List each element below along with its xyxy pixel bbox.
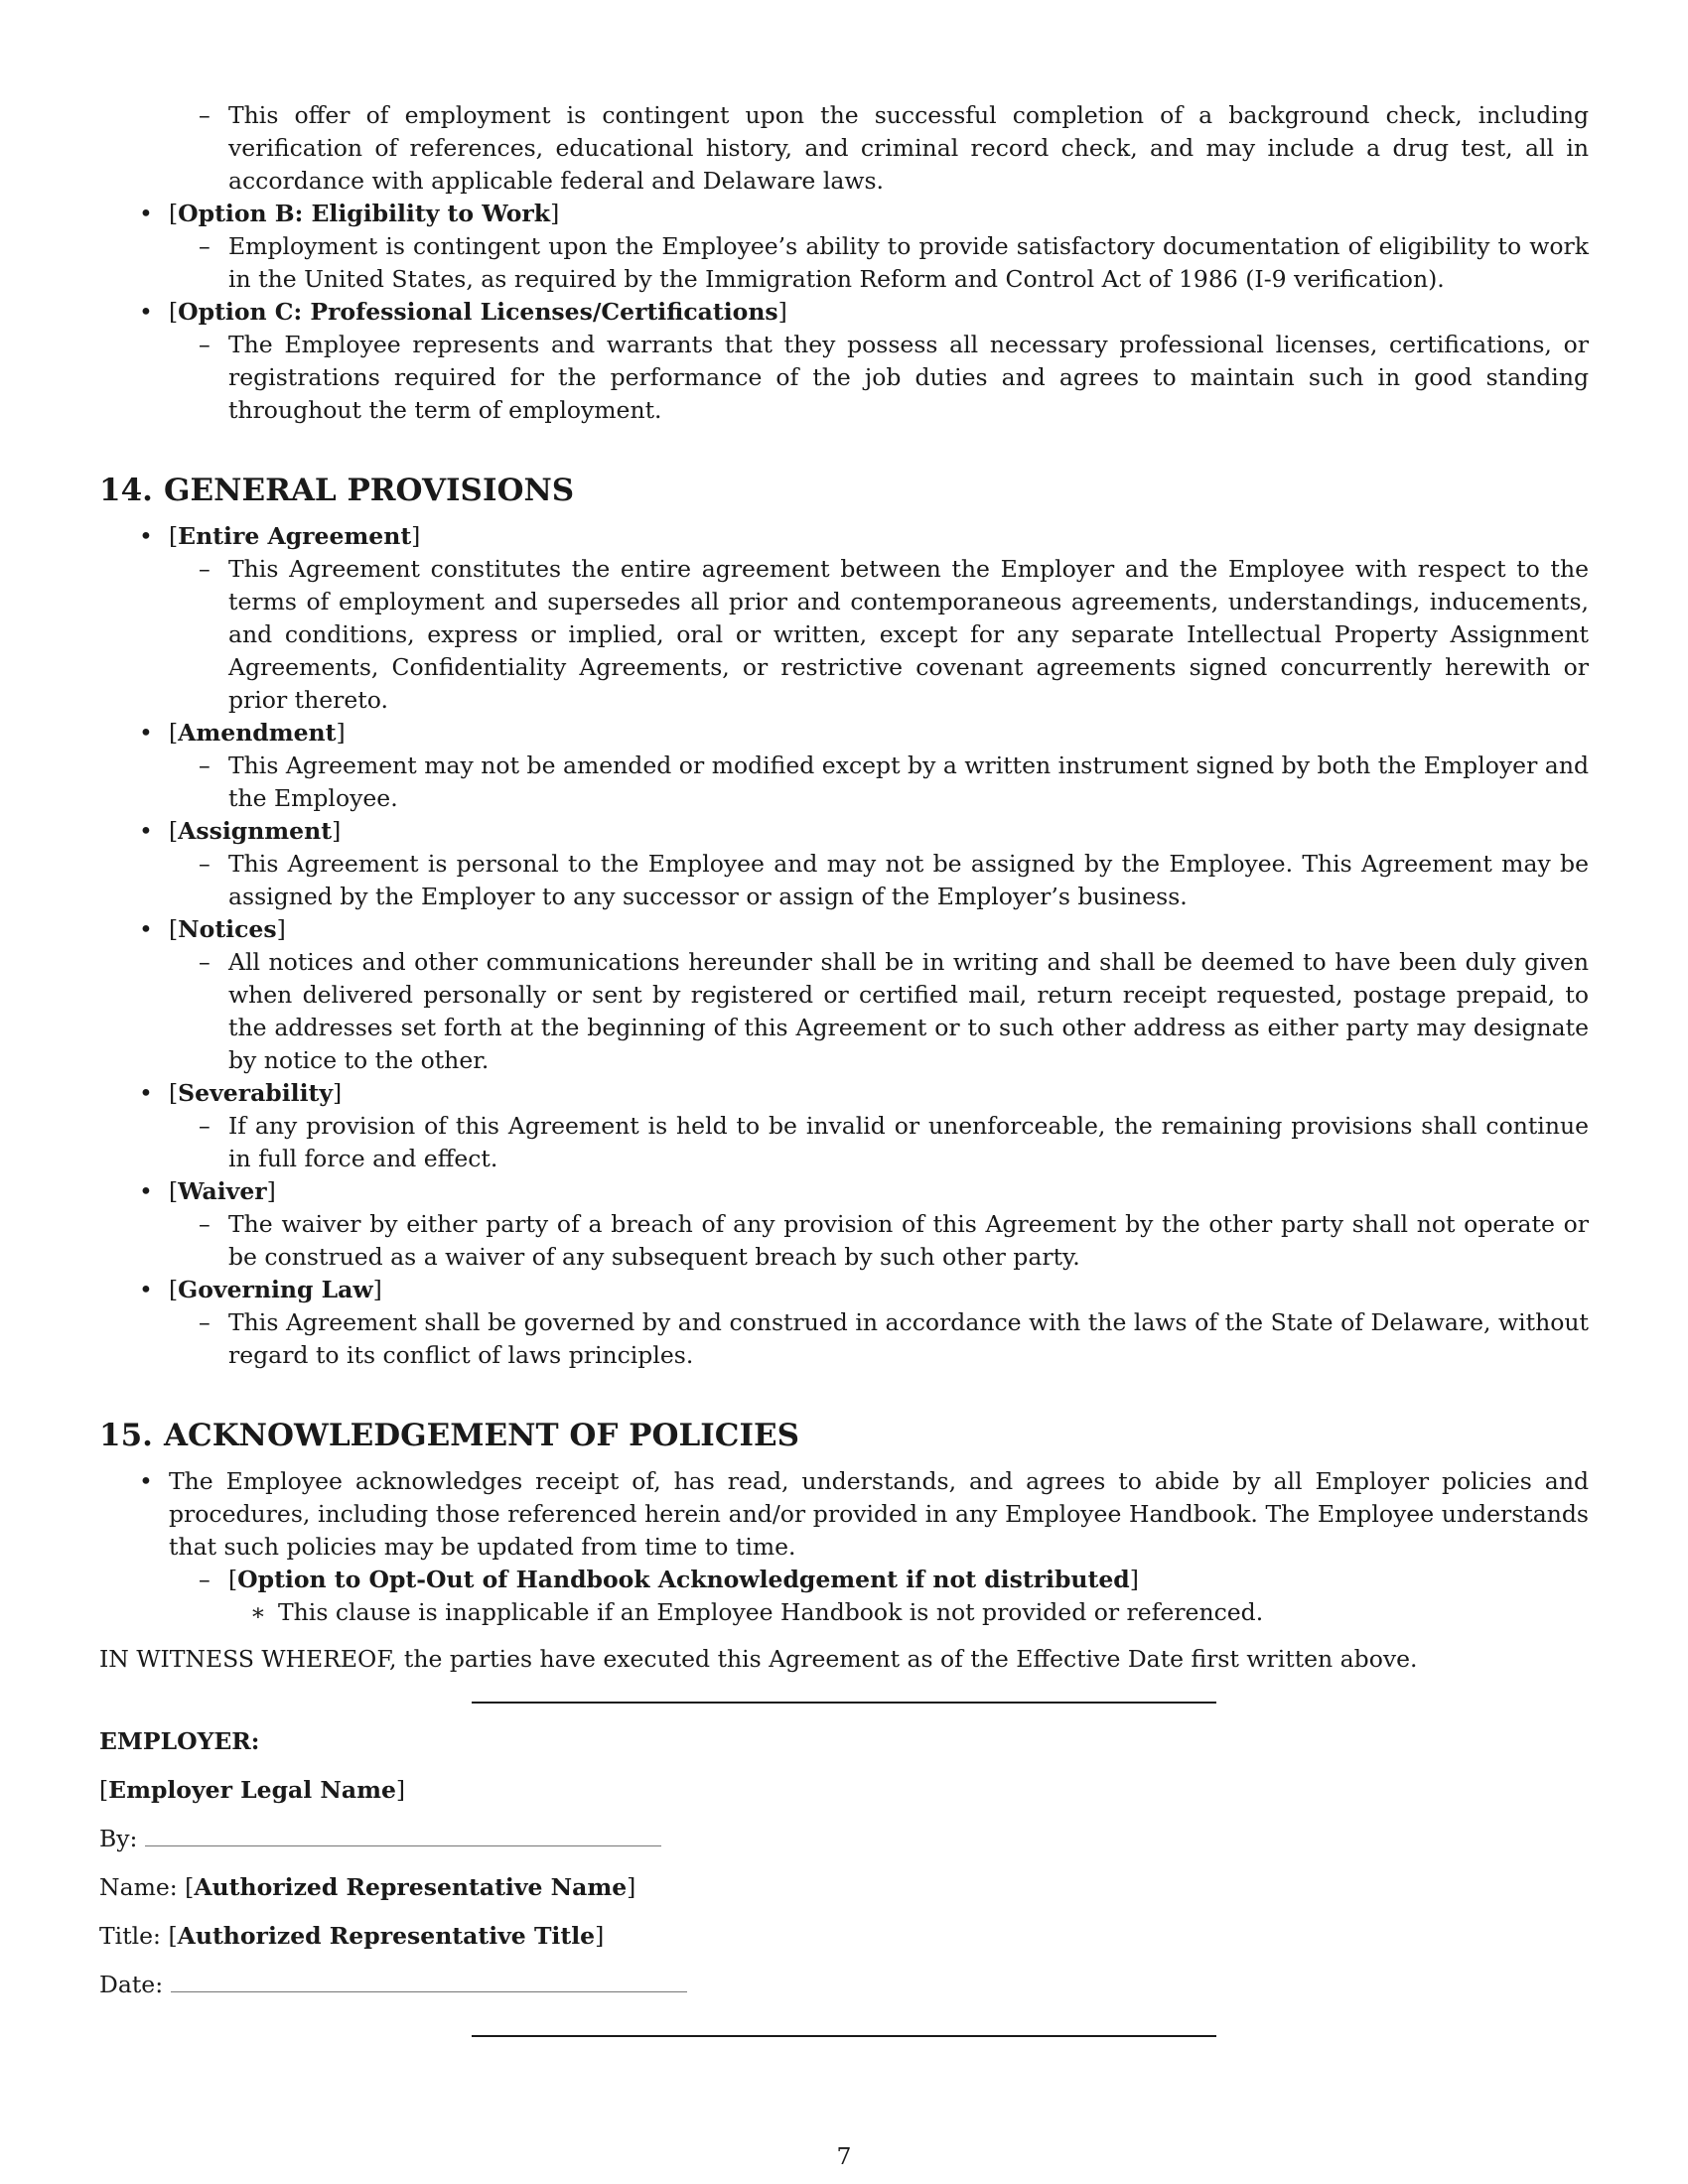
bullet-marker: • bbox=[139, 1177, 153, 1205]
handbook-option-item: – [Option to Opt-Out of Handbook Acknowledgement if not distributed] bbox=[99, 1564, 1589, 1596]
provision-clause bbox=[99, 1110, 1589, 1175]
option-c-clause bbox=[99, 329, 1589, 427]
bullet-marker: • bbox=[139, 200, 153, 227]
provision-label: Waiver bbox=[178, 1177, 267, 1205]
bullet-marker: • bbox=[139, 1467, 153, 1495]
dash-marker: – bbox=[199, 948, 211, 976]
dash-marker: – bbox=[199, 850, 211, 878]
dash-marker: – bbox=[199, 1112, 211, 1140]
provision-assignment: • [Assignment] bbox=[99, 815, 1589, 848]
bullet-marker: • bbox=[139, 719, 153, 747]
bullet-marker: • bbox=[139, 298, 153, 326]
employer-legal-name: Employer Legal Name bbox=[108, 1776, 396, 1804]
page-number: 7 bbox=[836, 2142, 852, 2170]
signature-divider-bottom bbox=[472, 2035, 1216, 2037]
name-value: Authorized Representative Name bbox=[194, 1873, 628, 1901]
witness-statement: IN WITNESS WHEREOF, the parties have executed this Agreement as of the Effective Date first written above. bbox=[99, 1645, 1418, 1673]
name-line: Name: [Authorized Representative Name] bbox=[99, 1873, 636, 1901]
provision-text: This Agreement shall be governed by and construed in accordance with the laws of the State of Delaware, without regard to its conflict of laws principles. bbox=[228, 1308, 1589, 1369]
dash-marker: – bbox=[199, 101, 211, 129]
provision-clause bbox=[99, 750, 1589, 815]
employer-heading bbox=[99, 1725, 1589, 1758]
bullet-marker: • bbox=[139, 1276, 153, 1303]
option-b-item: • [Option B: Eligibility to Work] bbox=[99, 198, 1589, 230]
provision-label: Amendment bbox=[178, 719, 337, 747]
provision-governing-law: • [Governing Law] bbox=[99, 1274, 1589, 1306]
provision-text: This Agreement constitutes the entire agreement between the Employer and the Employee with respect to the terms of employment and supersedes all prior and contemporaneous agreements, understandings, inducements, and conditions, express or implied, oral or written, except for any separate Intellectual Property Assignment Agreements, Confidentiality Agreements, or restrictive covenant agreements signed concurrently herewith or prior thereto. bbox=[228, 555, 1589, 714]
dash-marker: – bbox=[199, 331, 211, 358]
option-c-text: The Employee represents and warrants that they possess all necessary professional licenses, certifications, or registrations required for the performance of the job duties and agrees to maintain such in good standing throughout the term of employment. bbox=[228, 331, 1589, 424]
option-c-label: Option C: Professional Licenses/Certifications bbox=[178, 298, 778, 326]
bullet-marker: • bbox=[139, 817, 153, 845]
date-line bbox=[99, 1969, 1589, 2001]
option-c-item: • [Option C: Professional Licenses/Certifications] bbox=[99, 296, 1589, 329]
provision-amendment: • [Amendment] bbox=[99, 717, 1589, 750]
background-check-clause bbox=[99, 99, 1589, 198]
by-signature-blank[interactable] bbox=[145, 1824, 661, 1846]
section-15-heading bbox=[99, 1416, 1589, 1455]
background-check-text: This offer of employment is contingent upon the successful completion of a background check, including verification of references, educational history, and criminal record check, and may include a drug test, all in accordance with applicable federal and Delaware laws. bbox=[228, 101, 1589, 195]
document-page bbox=[99, 99, 1589, 2037]
section-15-title: ACKNOWLEDGEMENT OF POLICIES bbox=[164, 1418, 799, 1453]
asterisk-marker: ∗ bbox=[250, 1598, 266, 1626]
handbook-option-note-item bbox=[99, 1596, 1589, 1629]
dash-marker: – bbox=[199, 1308, 211, 1336]
provision-notices: • [Notices] bbox=[99, 913, 1589, 946]
title-line: Title: [Authorized Representative Title] bbox=[99, 1922, 605, 1950]
title-value: Authorized Representative Title bbox=[177, 1922, 596, 1950]
section-14-heading bbox=[99, 471, 1589, 510]
section-14-number: 14. bbox=[99, 473, 153, 508]
name-label: Name: bbox=[99, 1873, 178, 1901]
by-label: By: bbox=[99, 1825, 138, 1852]
date-blank[interactable] bbox=[171, 1970, 687, 1992]
acknowledgement-text: The Employee acknowledges receipt of, has read, understands, and agrees to abide by all Employer policies and procedures, including those referenced herein and/or provided in any Employee Handbook. The Employee understands that such policies may be updated from time to time. bbox=[169, 1467, 1589, 1561]
provision-text: This Agreement may not be amended or modified except by a written instrument signed by both the Employer and the Employee. bbox=[228, 751, 1589, 812]
dash-marker: – bbox=[199, 1210, 211, 1238]
provision-label: Assignment bbox=[178, 817, 333, 845]
provision-text: All notices and other communications hereunder shall be in writing and shall be deemed to have been duly given when delivered personally or sent by registered or certified mail, return receipt requested, postage prepaid, to the addresses set forth at the beginning of this Agreement or to such other address as either party may designate by notice to the other. bbox=[228, 948, 1589, 1074]
provision-clause bbox=[99, 553, 1589, 717]
provision-text: The waiver by either party of a breach of any provision of this Agreement by the other party shall not operate or be construed as a waiver of any subsequent breach by such other party. bbox=[228, 1210, 1589, 1271]
section-14-title: GENERAL PROVISIONS bbox=[164, 473, 575, 508]
provision-severability: • [Severability] bbox=[99, 1077, 1589, 1110]
provision-text: If any provision of this Agreement is held to be invalid or unenforceable, the remaining provisions shall continue in full force and effect. bbox=[228, 1112, 1589, 1172]
date-label: Date: bbox=[99, 1971, 164, 1998]
provision-clause bbox=[99, 946, 1589, 1077]
provision-text: This Agreement is personal to the Employee and may not be assigned by the Employee. This Agreement may be assigned by the Employer to any successor or assign of the Employer’s business. bbox=[228, 850, 1589, 910]
signature-divider-top bbox=[472, 1702, 1216, 1704]
bullet-marker: • bbox=[139, 1079, 153, 1107]
provision-label: Severability bbox=[178, 1079, 334, 1107]
dash-marker: – bbox=[199, 751, 211, 779]
provision-label: Governing Law bbox=[178, 1276, 373, 1303]
provision-label: Entire Agreement bbox=[178, 522, 412, 550]
by-line bbox=[99, 1823, 1589, 1855]
handbook-option-label: Option to Opt-Out of Handbook Acknowledgement if not distributed bbox=[237, 1566, 1130, 1593]
provision-entire-agreement: • [Entire Agreement] bbox=[99, 520, 1589, 553]
acknowledgement-clause bbox=[99, 1465, 1589, 1564]
employer-signature-block bbox=[99, 1725, 1589, 2001]
option-b-label: Option B: Eligibility to Work bbox=[178, 200, 551, 227]
dash-marker: – bbox=[199, 1566, 211, 1593]
bullet-marker: • bbox=[139, 915, 153, 943]
provision-waiver: • [Waiver] bbox=[99, 1175, 1589, 1208]
employer-heading-text: EMPLOYER: bbox=[99, 1727, 260, 1755]
title-label: Title: bbox=[99, 1922, 161, 1950]
option-b-clause bbox=[99, 230, 1589, 296]
dash-marker: – bbox=[199, 555, 211, 583]
dash-marker: – bbox=[199, 232, 211, 260]
bullet-marker: • bbox=[139, 522, 153, 550]
option-b-text: Employment is contingent upon the Employee’s ability to provide satisfactory documentation of eligibility to work in the United States, as required by the Immigration Reform and Control Act of 1986 (I-9 verification). bbox=[228, 232, 1589, 293]
employer-legal-name-line: [Employer Legal Name] bbox=[99, 1776, 406, 1804]
provision-clause bbox=[99, 1306, 1589, 1372]
provision-clause bbox=[99, 1208, 1589, 1274]
provision-label: Notices bbox=[178, 915, 277, 943]
section-15-number: 15. bbox=[99, 1418, 153, 1453]
provision-clause bbox=[99, 848, 1589, 913]
handbook-option-note: This clause is inapplicable if an Employee Handbook is not provided or referenced. bbox=[278, 1598, 1264, 1626]
